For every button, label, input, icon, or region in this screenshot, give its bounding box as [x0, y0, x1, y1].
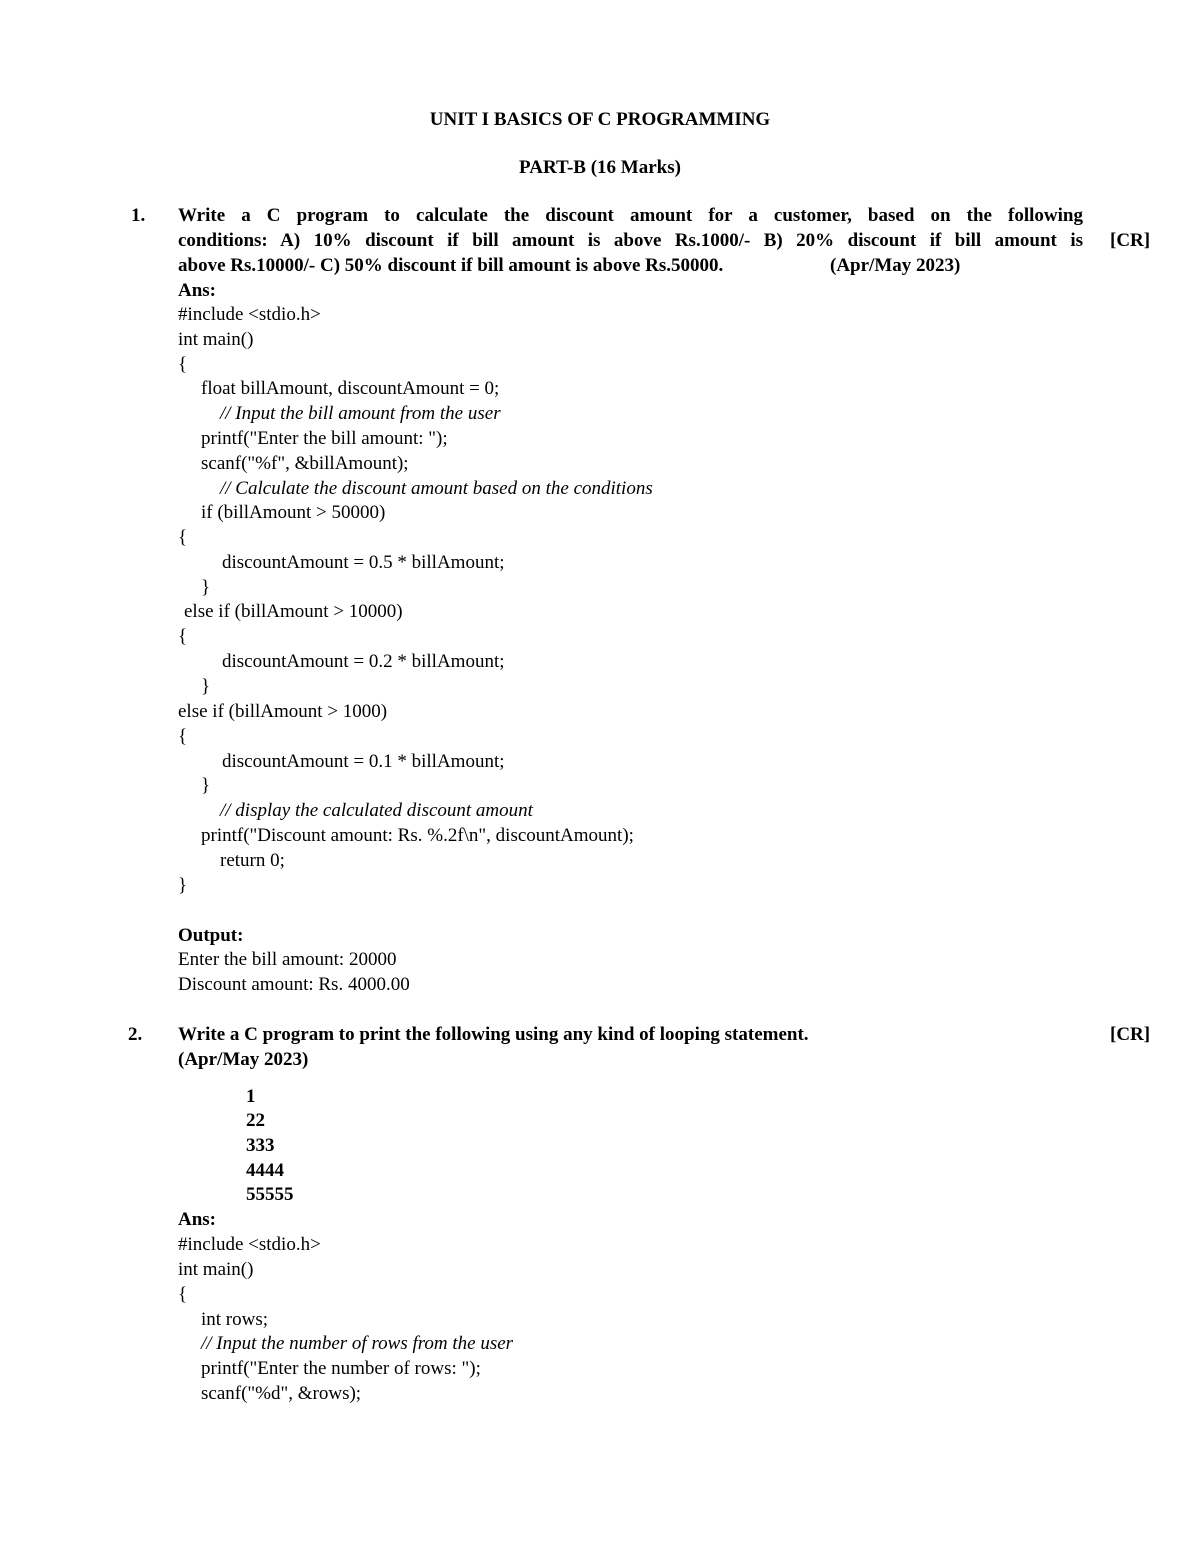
code-line: { [178, 1284, 188, 1305]
code-line: #include <stdio.h> [178, 1234, 321, 1255]
code-comment: // display the calculated discount amount [220, 800, 533, 821]
code-line: } [201, 676, 211, 697]
code-line: } [201, 775, 211, 796]
q1-question-line-3: above Rs.10000/- C) 50% discount if bill amount is above Rs.50000. [178, 255, 724, 276]
code-line: int rows; [201, 1309, 269, 1330]
q1-question-line-2: conditions: A) 10% discount if bill amount is above Rs.1000/- B) 20% discount if bill amount is [178, 230, 1083, 251]
code-line: scanf("%f", &billAmount); [201, 453, 409, 474]
code-line: scanf("%d", &rows); [201, 1383, 362, 1404]
unit-title: UNIT I BASICS OF C PROGRAMMING [429, 109, 771, 130]
code-comment: // Input the bill amount from the user [220, 403, 501, 424]
q1-cr-tag: [CR] [1110, 230, 1151, 251]
pattern-row: 55555 [246, 1184, 294, 1205]
code-line: discountAmount = 0.2 * billAmount; [222, 651, 505, 672]
q1-answer-label: Ans: [178, 280, 217, 301]
code-line: { [178, 354, 188, 375]
q2-answer-label: Ans: [178, 1209, 217, 1230]
q2-number: 2. [128, 1024, 143, 1045]
code-line: else if (billAmount > 1000) [178, 701, 388, 722]
code-line: if (billAmount > 50000) [201, 502, 386, 523]
q1-exam-session: (Apr/May 2023) [830, 255, 961, 276]
pattern-row: 1 [246, 1086, 256, 1107]
code-line: printf("Enter the bill amount: "); [201, 428, 448, 449]
code-line: { [178, 626, 188, 647]
code-line: int main() [178, 329, 254, 350]
q2-cr-tag: [CR] [1110, 1024, 1151, 1045]
code-line: { [178, 726, 188, 747]
code-line: return 0; [220, 850, 285, 871]
code-line: #include <stdio.h> [178, 304, 321, 325]
part-title: PART-B (16 Marks) [519, 157, 681, 178]
q1-question-line-1: Write a C program to calculate the discount amount for a customer, based on the following [178, 205, 1083, 226]
q2-question-line-1: Write a C program to print the following using any kind of looping statement. [178, 1024, 809, 1045]
code-line: float billAmount, discountAmount = 0; [201, 378, 500, 399]
code-line: else if (billAmount > 10000) [184, 601, 403, 622]
pattern-row: 333 [246, 1135, 275, 1156]
output-line: Enter the bill amount: 20000 [178, 949, 397, 970]
code-comment: // Calculate the discount amount based on the conditions [220, 478, 653, 499]
code-line: discountAmount = 0.5 * billAmount; [222, 552, 505, 573]
q1-output-label: Output: [178, 925, 244, 946]
code-line: } [201, 577, 211, 598]
code-line: printf("Enter the number of rows: "); [201, 1358, 481, 1379]
code-line: printf("Discount amount: Rs. %.2f\n", discountAmount); [201, 825, 634, 846]
pattern-row: 22 [246, 1110, 265, 1131]
pattern-row: 4444 [246, 1160, 284, 1181]
q1-number: 1. [131, 205, 146, 226]
code-line: int main() [178, 1259, 254, 1280]
code-line: { [178, 527, 188, 548]
q2-exam-session: (Apr/May 2023) [178, 1049, 309, 1070]
code-line: } [178, 875, 188, 896]
code-comment: // Input the number of rows from the user [201, 1333, 514, 1354]
code-line: discountAmount = 0.1 * billAmount; [222, 751, 505, 772]
output-line: Discount amount: Rs. 4000.00 [178, 974, 410, 995]
